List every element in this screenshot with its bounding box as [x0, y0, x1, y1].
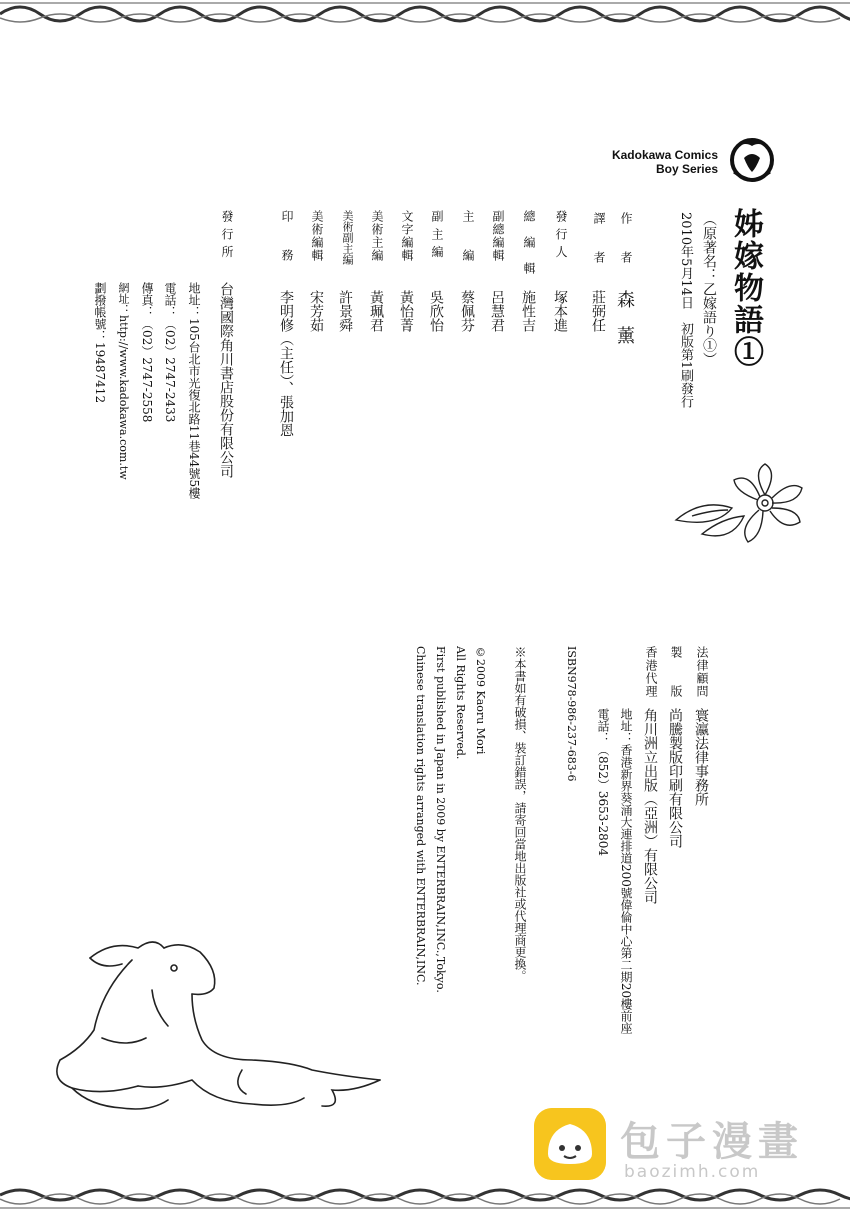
edition-date: 2010年5月14日 初版第1刷發行 — [678, 212, 693, 409]
staff-value: 施性吉 — [520, 290, 536, 332]
copyright-line: Chinese translation rights arranged with ENTERBRAIN,INC. — [414, 646, 427, 986]
staff-value: 許景舜 — [337, 290, 353, 332]
staff-label: 美術主編 — [370, 210, 384, 262]
crest-logo-icon — [728, 132, 776, 184]
damage-notice: ※本書如有破損、裝訂錯誤，請寄回當地出版社或代理商更換。 — [513, 646, 527, 982]
copyright-line: ©2009 Kaoru Mori — [474, 646, 487, 755]
hk-phone: 電話：（852）3653-2804 — [596, 708, 610, 857]
staff-value: 蔡佩芬 — [459, 290, 475, 332]
credit-author-value: 森 薰 — [614, 290, 635, 344]
staff-value: 宋芳茹 — [308, 290, 324, 332]
book-title: 姊嫁物語① — [728, 208, 763, 368]
copyright-line: First published in Japan in 2009 by ENTERBRAIN,INC.,Tokyo. — [434, 646, 447, 993]
staff-value: 黃珮君 — [368, 290, 384, 332]
series-line-1: Kadokawa Comics — [611, 148, 718, 162]
publisher-phone: 電話：（02）2747-2433 — [163, 282, 177, 423]
publisher-address: 地址：105台北市光復北路11巷44號5樓 — [187, 282, 201, 500]
watermark-text: 包子漫畫 — [620, 1119, 804, 1165]
staff-value: 塚本進 — [552, 290, 568, 332]
legal-label: 法律顧問 — [695, 646, 709, 698]
original-title: （原著名：乙嫁語り①） — [701, 212, 717, 366]
legal-label: 香港代理 — [644, 646, 658, 698]
staff-label: 發 行 人 — [554, 210, 568, 259]
staff-label: 總 編 輯 — [522, 210, 536, 275]
credit-translator-value: 莊弼任 — [590, 290, 606, 332]
legal-value: 寰瀛法律事務所 — [693, 708, 709, 806]
top-ornament-border — [0, 0, 850, 26]
series-line-2: Boy Series — [655, 162, 718, 176]
staff-label: 美術副主編 — [341, 210, 354, 265]
staff-label: 主 編 — [461, 210, 475, 262]
hk-address: 地址：香港新界葵涌大連排道200號偉倫中心第二期20樓前座 — [619, 708, 633, 1035]
flower-ornament-icon — [672, 458, 807, 548]
legal-value: 角川洲立出版（亞洲）有限公司 — [642, 708, 658, 904]
staff-value: 呂慧君 — [489, 290, 505, 332]
legal-label: 製 版 — [669, 646, 683, 698]
isbn: ISBN978-986-237-683-6 — [565, 646, 578, 782]
staff-value: 李明修（主任）、張加恩 — [278, 290, 294, 437]
copyright-line: All Rights Reserved. — [454, 646, 467, 760]
series-label — [606, 148, 718, 176]
staff-label: 印 務 — [280, 210, 294, 262]
staff-label: 副 主 編 — [430, 210, 444, 259]
lamb-illustration-icon — [42, 930, 387, 1135]
staff-value: 黃怡菁 — [398, 290, 414, 332]
watermark-url: baozimh.com — [624, 1162, 761, 1182]
watermark-bun-icon — [534, 1108, 606, 1180]
staff-label: 副總編輯 — [491, 210, 505, 262]
credit-author-label: 作 者 — [619, 212, 633, 264]
staff-label: 美術編輯 — [310, 210, 324, 262]
publisher-label: 發 行 所 — [220, 210, 234, 259]
watermark — [534, 1108, 824, 1190]
staff-label: 文字編輯 — [400, 210, 414, 262]
publisher-fax: 傳真：（02）2747-2558 — [140, 282, 154, 423]
staff-value: 吳欣怡 — [428, 290, 444, 332]
publisher-web: 網址：http://www.kadokawa.com.tw — [117, 282, 130, 480]
credit-translator-label: 譯 者 — [592, 212, 606, 264]
publisher-name: 台灣國際角川書店股份有限公司 — [218, 282, 234, 478]
legal-value: 尚騰製版印刷有限公司 — [667, 708, 683, 848]
publisher-account: 劃撥帳號：19487412 — [93, 282, 107, 404]
